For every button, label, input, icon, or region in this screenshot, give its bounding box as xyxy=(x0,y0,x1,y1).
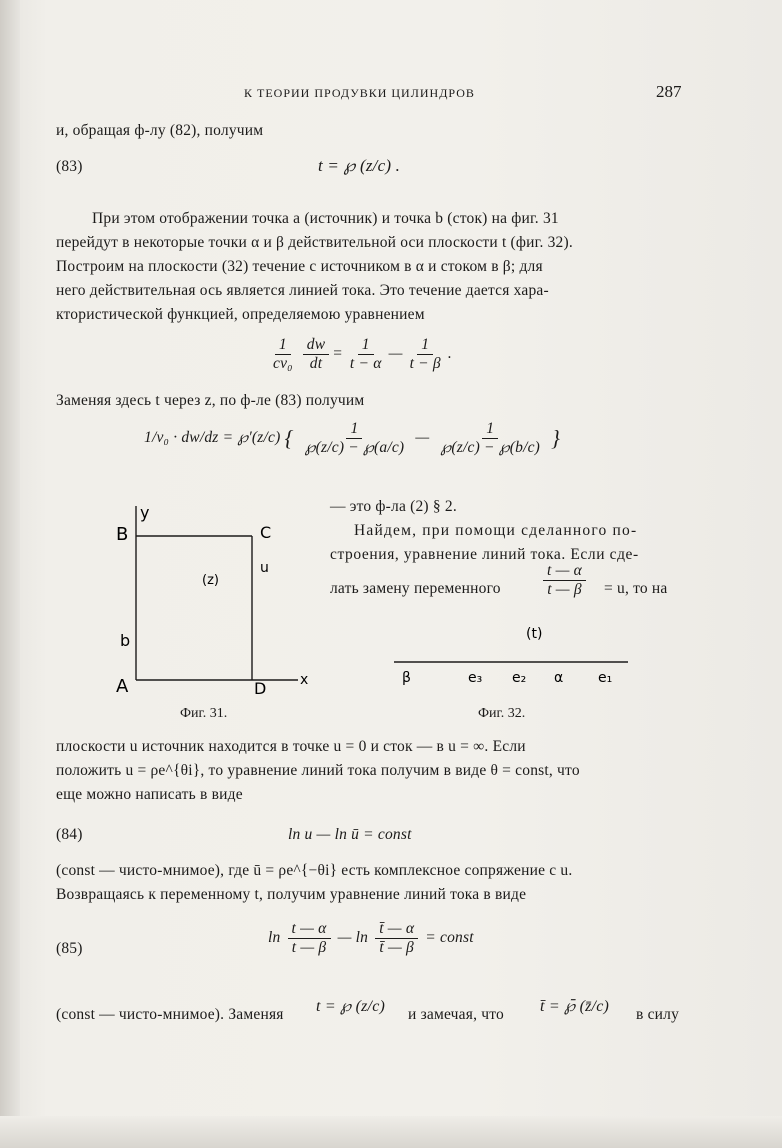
figure-32-caption: Фиг. 32. xyxy=(478,706,526,721)
equation-85: ln $\frac{t — \alpha}{t — \beta}$ — ln $\frac{t̄ — \alpha}{t̄ — \beta}$ = const xyxy=(268,920,474,956)
label-e1: e₁ xyxy=(598,670,613,686)
text-line: Заменяя здесь t через z, по ф-ле (83) получим xyxy=(56,392,365,409)
page-number: 287 xyxy=(656,82,682,101)
text-line: и, обращая ф-лу (82), получим xyxy=(56,122,264,139)
label-x: x xyxy=(300,672,309,688)
equation-84: ln u — ln ū = const xyxy=(288,826,412,843)
text-line: в силу xyxy=(636,1006,680,1023)
text-line: (const — чисто-мнимое). Заменяя xyxy=(56,1006,284,1023)
text-line: Возвращаясь к переменному t, получим уравнение линий тока в виде xyxy=(56,886,527,903)
label-A: A xyxy=(116,676,129,697)
label-B: B xyxy=(116,524,129,545)
text-line: плоскости u источник находится в точке u = 0 и сток — в u = ∞. Если xyxy=(56,738,526,755)
equation-velocity: 1/v₀ · dw/dz = ℘′(z/c) { $\frac{1}{℘(z/c) - ℘(a/c)}$ — $\frac{1}{℘(z/c) - ℘(b/c)}$ } xyxy=(144,420,561,456)
label-t: (t) xyxy=(526,626,543,642)
text-line: (const — чисто-мнимое), где ū = ρe^{−θi} есть комплексное сопряжение с u. xyxy=(56,862,573,879)
label-alpha: α xyxy=(554,670,564,686)
label-e2: e₂ xyxy=(512,670,527,686)
text-line: Построим на плоскости (32) течение с источником в α и стоком в β; для xyxy=(56,258,543,275)
figure-32 xyxy=(390,618,640,688)
page-gutter xyxy=(0,0,20,1148)
text-line: При этом отображении точка a (источник) и точка b (сток) на фиг. 31 xyxy=(92,210,559,227)
text-line: и замечая, что xyxy=(408,1006,504,1023)
page-bottom-edge xyxy=(0,1116,782,1148)
fraction-substitution: $\frac{t — \alpha}{t — \beta}$ xyxy=(540,562,589,599)
equation-label: (83) xyxy=(56,158,83,175)
label-beta: β xyxy=(402,670,411,686)
text-line: ктористической функцией, определяемою уравнением xyxy=(56,306,425,323)
label-z: (z) xyxy=(202,573,219,588)
label-b: b xyxy=(120,631,131,650)
label-u: u xyxy=(260,560,269,576)
figure-31 xyxy=(80,498,330,698)
equation-inline: t = ℘ (z/c) xyxy=(316,998,386,1015)
text-line: Найдем, при помощи сделанного по- xyxy=(354,522,638,539)
text-line: еще можно написать в виде xyxy=(56,786,243,803)
text-line: — это ф-ла (2) § 2. xyxy=(330,498,457,515)
running-title: К ТЕОРИИ ПРОДУВКИ ЦИЛИНДРОВ xyxy=(244,86,475,100)
label-D: D xyxy=(254,679,267,698)
equation-83: t = ℘ (z/c) . xyxy=(318,156,401,175)
label-y: y xyxy=(140,503,150,522)
text-line: лать замену переменного xyxy=(330,580,501,597)
figure-31-caption: Фиг. 31. xyxy=(180,706,228,721)
equation-label: (85) xyxy=(56,940,83,957)
label-e3: e₃ xyxy=(468,670,483,686)
text-line: перейдут в некоторые точки α и β действительной оси плоскости t (фиг. 32). xyxy=(56,234,573,251)
equation-characteristic: $\frac{1}{\text{cv₀}}$ $\frac{dw}{dt}$ = $\frac{1}{t - \alpha}$ — $\frac{1}{t - \beta}$ . xyxy=(273,336,452,372)
label-C: C xyxy=(260,523,272,542)
text-line: строения, уравнение линий тока. Если сде- xyxy=(330,546,639,563)
equation-inline: t̄ = ℘̄ (z̄/c) xyxy=(540,998,610,1015)
equation-label: (84) xyxy=(56,826,83,843)
text-line: него действительная ось является линией тока. Это течение дается хара- xyxy=(56,282,549,299)
text-line: = u, то на xyxy=(604,580,668,597)
text-line: положить u = ρe^{θi}, то уравнение линий тока получим в виде θ = const, что xyxy=(56,762,580,779)
